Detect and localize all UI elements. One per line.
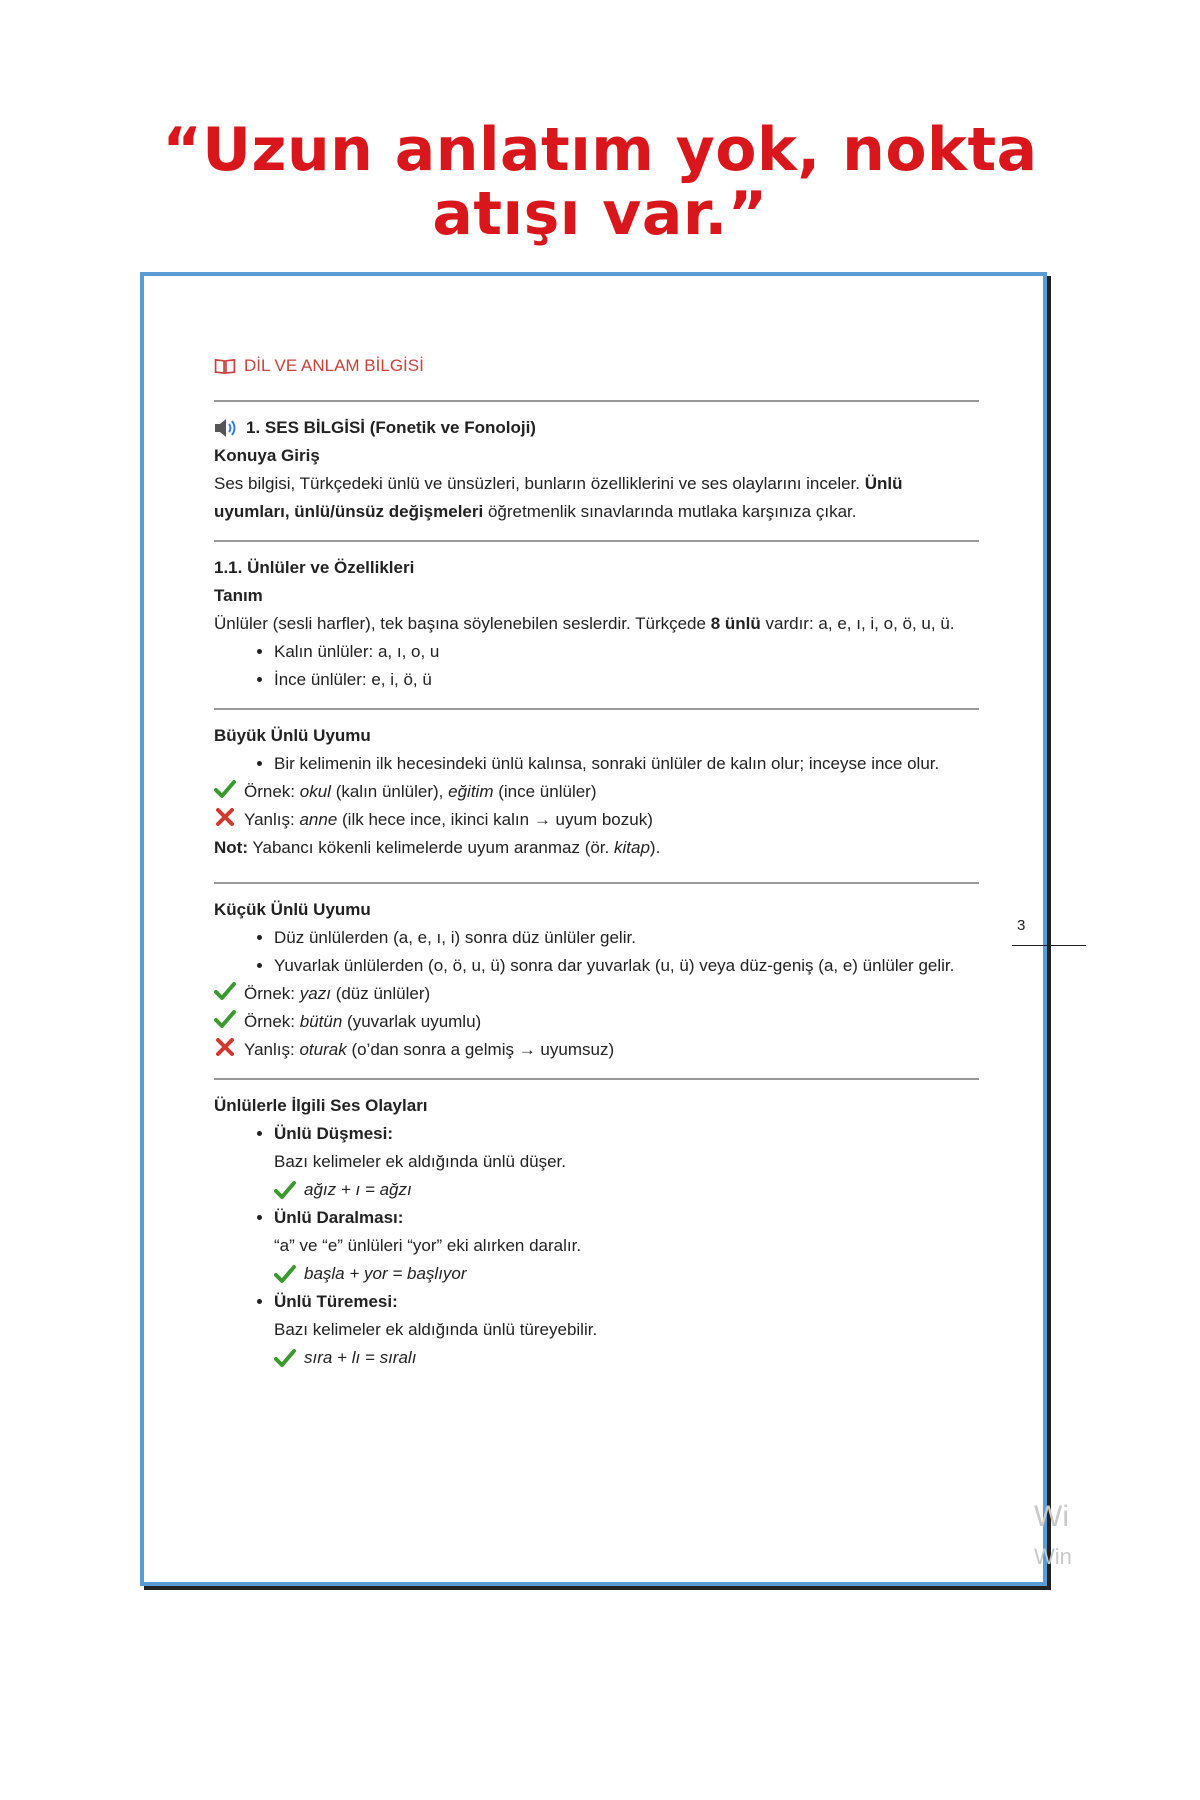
check-icon <box>274 1263 296 1285</box>
buyuk-note <box>214 834 979 862</box>
list-item: • Bir kelimenin ilk hecesindeki ünlü kalınsa, sonraki ünlüler de kalın olur; inceyse ince olur. <box>274 750 979 778</box>
example-line <box>244 1008 481 1036</box>
headline <box>0 115 1200 249</box>
olaylar-list <box>214 1120 979 1372</box>
intro-paragraph <box>214 470 979 526</box>
intro-heading: Konuya Giriş <box>214 446 320 465</box>
divider <box>214 400 979 402</box>
buyuk-example-correct <box>214 778 979 806</box>
page-content <box>214 352 979 1372</box>
book-icon <box>214 358 236 374</box>
kucuk-example-2 <box>214 1008 979 1036</box>
item-name: • Ünlü Düşmesi: <box>274 1124 394 1143</box>
check-icon <box>214 1008 236 1030</box>
note-word: kitap <box>614 838 650 857</box>
example-note: (kalın ünlüler), <box>335 782 444 801</box>
example-note: (ince ünlüler) <box>498 782 597 801</box>
example-word: bütün <box>299 1012 343 1031</box>
item-desc: Bazı kelimeler ek aldığında ünlü türeyebilir. <box>274 1320 598 1339</box>
item-example-text: ağız + ı = ağzı <box>304 1180 412 1199</box>
note-text: Yabancı kökenli kelimelerde uyum aranmaz (ör. <box>252 838 610 857</box>
kucuk-example-1 <box>214 980 979 1008</box>
check-icon <box>214 980 236 1002</box>
example-label: Örnek: <box>244 984 296 1003</box>
example-line <box>244 806 653 834</box>
item-name: • Ünlü Daralması: <box>274 1208 404 1227</box>
list-item: • İnce ünlüler: e, i, ö, ü <box>274 666 979 694</box>
list-item <box>274 1120 979 1204</box>
example-note: (düz ünlüler) <box>335 984 431 1003</box>
kucuk-list <box>214 924 979 980</box>
section-ses-bilgisi-title <box>214 414 979 442</box>
buyuk-example-wrong <box>214 806 979 834</box>
item-example <box>274 1260 979 1288</box>
watermark-line-1: Wi <box>1034 1500 1069 1533</box>
section-ses-bilgisi-text: 1. SES BİLGİSİ (Fonetik ve Fonoloji) <box>246 418 536 437</box>
example-line <box>244 1036 614 1064</box>
example-note: (o’dan sonra a gelmiş → uyumsuz) <box>351 1040 615 1059</box>
example-note: (ilk hece ince, ikinci kalın → uyum bozuk) <box>342 810 653 829</box>
cross-icon <box>214 806 236 828</box>
chapter-title-text: DİL VE ANLAM BİLGİSİ <box>244 356 424 375</box>
section-buyuk-title: Büyük Ünlü Uyumu <box>214 726 371 745</box>
buyuk-list <box>214 750 979 778</box>
intro-text-c: öğretmenlik sınavlarında mutlaka karşınıza çıkar. <box>487 502 857 521</box>
intro-text-b: Ünlü uyumları, ünlü/ünsüz değişmeleri <box>214 474 903 521</box>
check-icon <box>274 1179 296 1201</box>
definition-text-c: vardır: a, e, ı, i, o, ö, u, ü. <box>765 614 955 633</box>
divider <box>214 882 979 884</box>
definition-text-b: 8 ünlü <box>710 614 761 633</box>
definition-text-a: Ünlüler (sesli harfler), tek başına söylenebilen seslerdir. Türkçede <box>214 614 706 633</box>
list-item <box>274 1288 979 1372</box>
definition-paragraph <box>214 610 979 638</box>
page-number: 3 <box>1017 917 1026 934</box>
example-label: Yanlış: <box>244 1040 295 1059</box>
example-word: eğitim <box>448 782 494 801</box>
example-label: Yanlış: <box>244 810 295 829</box>
check-icon <box>214 778 236 800</box>
check-icon <box>274 1347 296 1369</box>
section-olaylar-title: Ünlülerle İlgili Ses Olayları <box>214 1096 428 1115</box>
headline-line-2: atışı var.” <box>432 179 768 249</box>
document-page <box>140 272 1047 1586</box>
cross-icon <box>214 1036 236 1058</box>
list-item <box>274 1204 979 1288</box>
section-kucuk-title: Küçük Ünlü Uyumu <box>214 900 371 919</box>
page-number-rule <box>1012 945 1086 946</box>
note-end: ). <box>649 838 661 857</box>
item-example <box>274 1344 979 1372</box>
item-desc: “a” ve “e” ünlüleri “yor” eki alırken daralır. <box>274 1236 582 1255</box>
item-name: • Ünlü Türemesi: <box>274 1292 398 1311</box>
intro-text-a: Ses bilgisi, Türkçedeki ünlü ve ünsüzleri, bunların özelliklerini ve ses olaylarını inceler. <box>214 474 860 493</box>
section-unluler-title: 1.1. Ünlüler ve Özellikleri <box>214 558 415 577</box>
item-example-text: başla + yor = başlıyor <box>304 1264 467 1283</box>
item-example <box>274 1176 979 1204</box>
example-word: anne <box>299 810 338 829</box>
divider <box>214 540 979 542</box>
list-item: • Yuvarlak ünlülerden (o, ö, u, ü) sonra dar yuvarlak (u, ü) veya düz-geniş (a, e) ünlüler gelir. <box>274 952 979 980</box>
list-item: • Kalın ünlüler: a, ı, o, u <box>274 638 979 666</box>
example-note: (yuvarlak uyumlu) <box>347 1012 482 1031</box>
example-line <box>244 778 597 806</box>
vowel-types-list <box>214 638 979 694</box>
example-line <box>244 980 430 1008</box>
example-label: Örnek: <box>244 782 296 801</box>
headline-line-1: “Uzun anlatım yok, nokta <box>162 115 1038 185</box>
example-word: yazı <box>299 984 331 1003</box>
divider <box>214 1078 979 1080</box>
note-label: Not: <box>214 838 248 857</box>
definition-heading: Tanım <box>214 586 263 605</box>
list-item: • Düz ünlülerden (a, e, ı, i) sonra düz ünlüler gelir. <box>274 924 979 952</box>
divider <box>214 708 979 710</box>
example-label: Örnek: <box>244 1012 296 1031</box>
speaker-icon <box>214 418 238 438</box>
item-desc: Bazı kelimeler ek aldığında ünlü düşer. <box>274 1152 567 1171</box>
item-example-text: sıra + lı = sıralı <box>304 1348 417 1367</box>
watermark-line-2: Win <box>1034 1544 1072 1569</box>
example-word: okul <box>299 782 331 801</box>
chapter-title <box>214 352 979 380</box>
example-word: oturak <box>299 1040 347 1059</box>
kucuk-example-wrong <box>214 1036 979 1064</box>
